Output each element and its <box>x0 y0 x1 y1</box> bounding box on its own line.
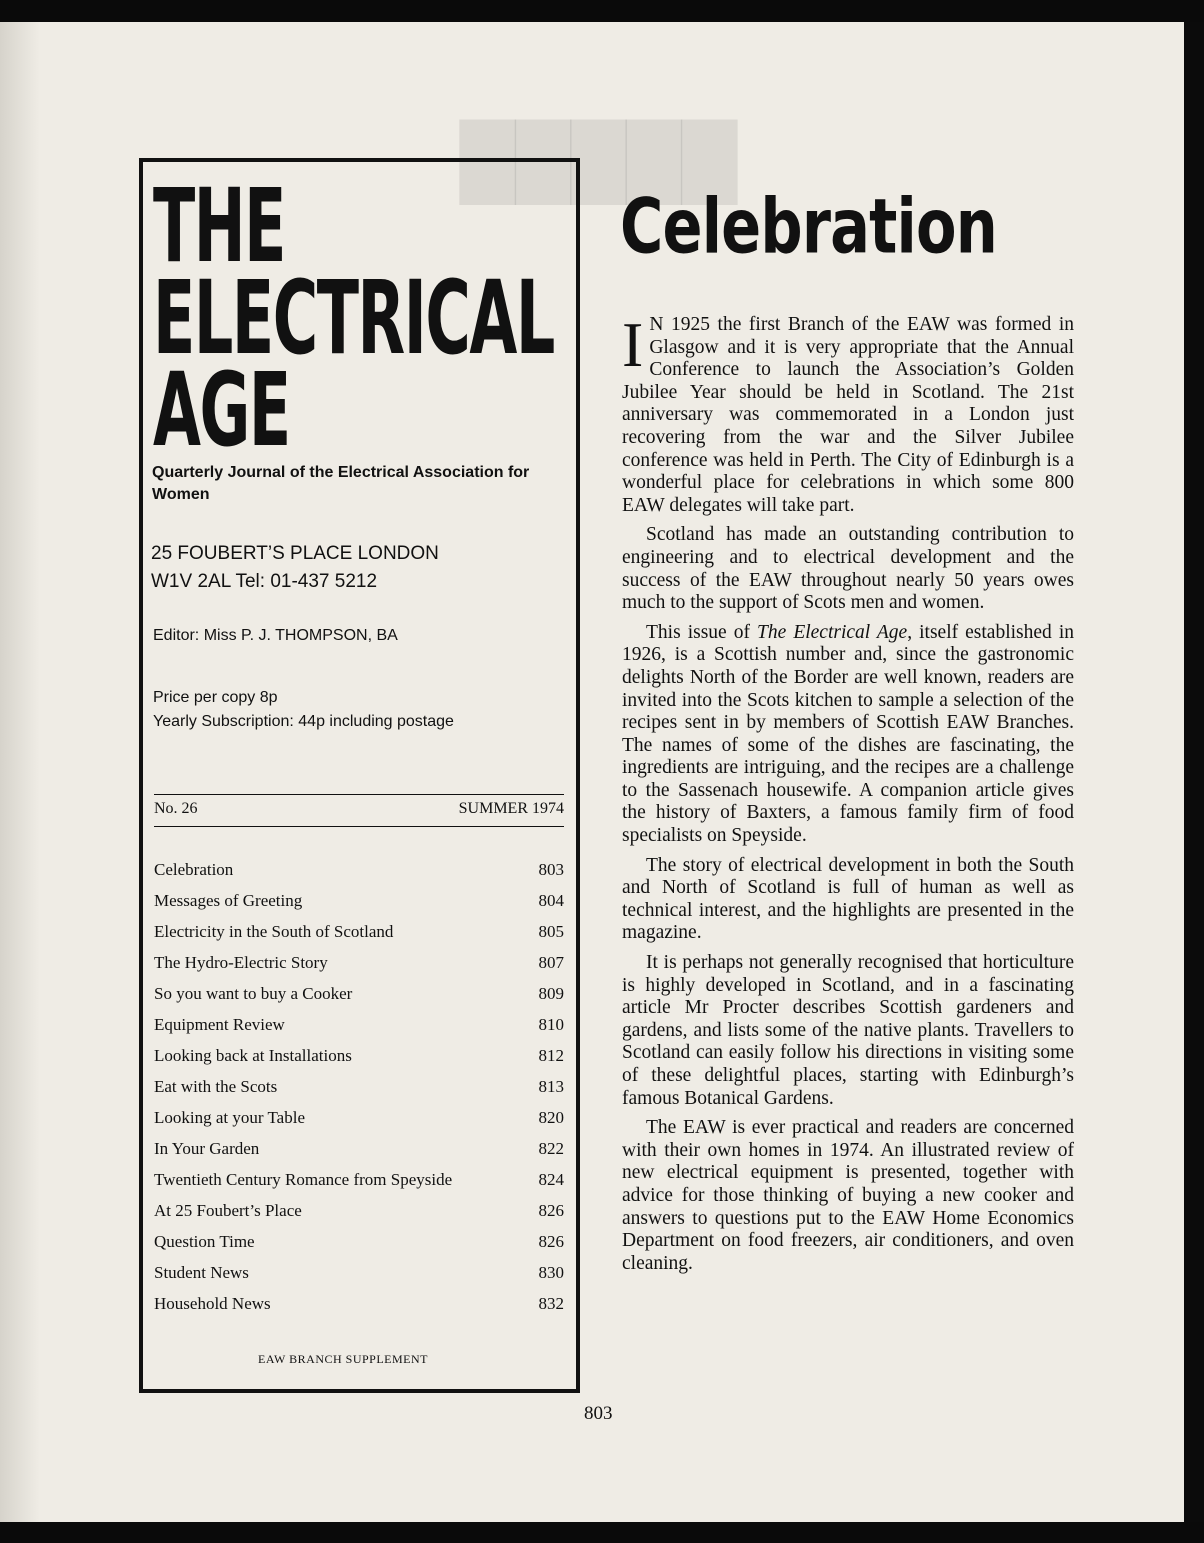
toc-item[interactable] <box>154 982 564 1013</box>
toc-item[interactable] <box>154 1106 564 1137</box>
page-number: 803 <box>584 1403 613 1424</box>
toc-item[interactable] <box>154 1261 564 1292</box>
yearly-subscription: Yearly Subscription: 44p including postage <box>153 713 454 730</box>
toc-title: Twentieth Century Romance from Speyside <box>154 1170 453 1189</box>
drop-cap: I <box>622 309 644 380</box>
toc-item[interactable] <box>154 1075 564 1106</box>
toc-title: Electricity in the South of Scotland <box>154 922 394 941</box>
toc-item[interactable] <box>154 1199 564 1230</box>
price-per-copy: Price per copy 8p <box>153 689 278 706</box>
toc-page: 810 <box>538 1015 564 1034</box>
toc-title: Celebration <box>154 860 234 879</box>
toc-title: At 25 Foubert’s Place <box>154 1201 302 1220</box>
article-paragraph <box>622 309 1074 517</box>
show-through-shadow: █████ <box>460 120 737 204</box>
journal-title-line-2: ELECTRICAL <box>153 259 554 378</box>
toc-item[interactable] <box>154 1137 564 1168</box>
article-body <box>622 309 1074 1282</box>
toc-page: 822 <box>538 1139 564 1158</box>
issue-number: No. 26 <box>154 800 198 817</box>
toc-page: 830 <box>538 1263 564 1282</box>
scan-right-border <box>1184 22 1204 1522</box>
toc-page: 824 <box>538 1170 564 1189</box>
toc-page: 805 <box>538 922 564 941</box>
toc-page: 807 <box>538 953 564 972</box>
toc-page: 804 <box>538 891 564 910</box>
issue-rule-top <box>154 794 564 795</box>
toc-page: 813 <box>538 1077 564 1096</box>
toc-page: 803 <box>538 860 564 879</box>
editor-credit: Editor: Miss P. J. THOMPSON, BA <box>153 627 398 644</box>
toc-title: So you want to buy a Cooker <box>154 984 353 1003</box>
publisher-address <box>151 540 571 596</box>
toc-title: In Your Garden <box>154 1139 260 1158</box>
toc-item[interactable] <box>154 951 564 982</box>
toc-item[interactable] <box>154 1230 564 1261</box>
article-paragraph: The story of electrical development in both the South and North of Scotland is full of human as well as technical interest, and the highlights are presented in the magazine. <box>622 854 1074 944</box>
toc-title: Equipment Review <box>154 1015 285 1034</box>
toc-title: Eat with the Scots <box>154 1077 278 1096</box>
toc-item[interactable] <box>154 889 564 920</box>
address-line-2: W1V 2AL Tel: 01-437 5212 <box>151 571 378 592</box>
issue-info <box>154 800 564 822</box>
toc-page: 809 <box>538 984 564 1003</box>
paragraph-text: This issue of <box>646 621 758 643</box>
toc-page: 832 <box>538 1294 564 1313</box>
article-paragraph: Scotland has made an outstanding contribution to engineering and to electrical development and the success of the EAW throughout nearly 50 years owes much to the support of Scots men and women. <box>622 524 1074 614</box>
toc-item[interactable] <box>154 920 564 951</box>
toc-item[interactable] <box>154 1013 564 1044</box>
toc-title: Question Time <box>154 1232 255 1251</box>
journal-title-line-1: THE <box>153 167 286 286</box>
toc-page: 820 <box>538 1108 564 1127</box>
toc-item[interactable] <box>154 1168 564 1199</box>
scan-top-border <box>0 0 1204 22</box>
toc-item[interactable] <box>154 1292 564 1323</box>
issue-rule-bottom <box>154 826 564 827</box>
journal-subtitle: Quarterly Journal of the Electrical Association for Women <box>152 464 530 503</box>
toc-page: 826 <box>538 1232 564 1251</box>
toc-title: Messages of Greeting <box>154 891 303 910</box>
address-line-1: 25 FOUBERT’S PLACE LONDON <box>151 543 439 564</box>
toc-title: Student News <box>154 1263 249 1282</box>
paragraph-text: N 1925 the first Branch of the EAW was formed in Glasgow and it is very appropriate that the Annual Conference to launch the Association’s Golden Jubilee Year should be held in Scotland. The 21st anniversary was commemorated in a London just recovering from the war and the Silver Jubilee conference was held in Perth. The City of Edinburgh is a wonderful place for celebrations in which some 800 EAW delegates will take part. <box>622 314 1074 516</box>
journal-title-line-3: AGE <box>153 351 290 470</box>
article-paragraph: The EAW is ever practical and readers are concerned with their own homes in 1974. An illustrated review of new electrical equipment is presented, together with advice for those thinking of buying a new cooker and answers to questions put to the EAW Home Economics Department on food freezers, air conditioners, and oven cleaning. <box>622 1117 1074 1274</box>
pricing-info <box>153 686 454 734</box>
scan-bottom-border <box>0 1522 1204 1543</box>
magazine-title-italic: The Electrical Age <box>757 621 908 643</box>
issue-season: SUMMER 1974 <box>458 800 564 817</box>
article-headline: Celebration <box>620 182 997 271</box>
branch-supplement-label: EAW BRANCH SUPPLEMENT <box>258 1352 428 1366</box>
toc-title: Looking back at Installations <box>154 1046 352 1065</box>
toc-page: 812 <box>538 1046 564 1065</box>
toc-page: 826 <box>538 1201 564 1220</box>
page-gutter-shadow <box>0 22 40 1522</box>
article-paragraph: It is perhaps not generally recognised that horticulture is highly developed in Scotland, and in a fascinating article Mr Procter describes Scottish gardeners and gardens, and lists some of the native plants. Travellers to Scotland can easily follow his directions in visiting some of these delightful places, starting with Edinburgh’s famous Botanical Gardens. <box>622 952 1074 1109</box>
toc-title: Household News <box>154 1294 271 1313</box>
toc-title: Looking at your Table <box>154 1108 305 1127</box>
table-of-contents <box>154 858 564 1323</box>
article-paragraph <box>622 622 1074 848</box>
toc-item[interactable] <box>154 1044 564 1075</box>
toc-title: The Hydro-Electric Story <box>154 953 328 972</box>
paragraph-text: , itself established in 1926, is a Scottish number and, since the gastronomic delights North of the Border are well known, readers are invited into the Scots kitchen to sample a selection of the recipes sent in by members of Scottish EAW Branches. The names of some of the dishes are fascinating, the ingredients are intriguing, and the recipes are a challenge to the Sassenach housewife. A companion article gives the history of Baxters, a famous family firm of food specialists on Speyside. <box>622 621 1074 847</box>
toc-item[interactable] <box>154 858 564 889</box>
